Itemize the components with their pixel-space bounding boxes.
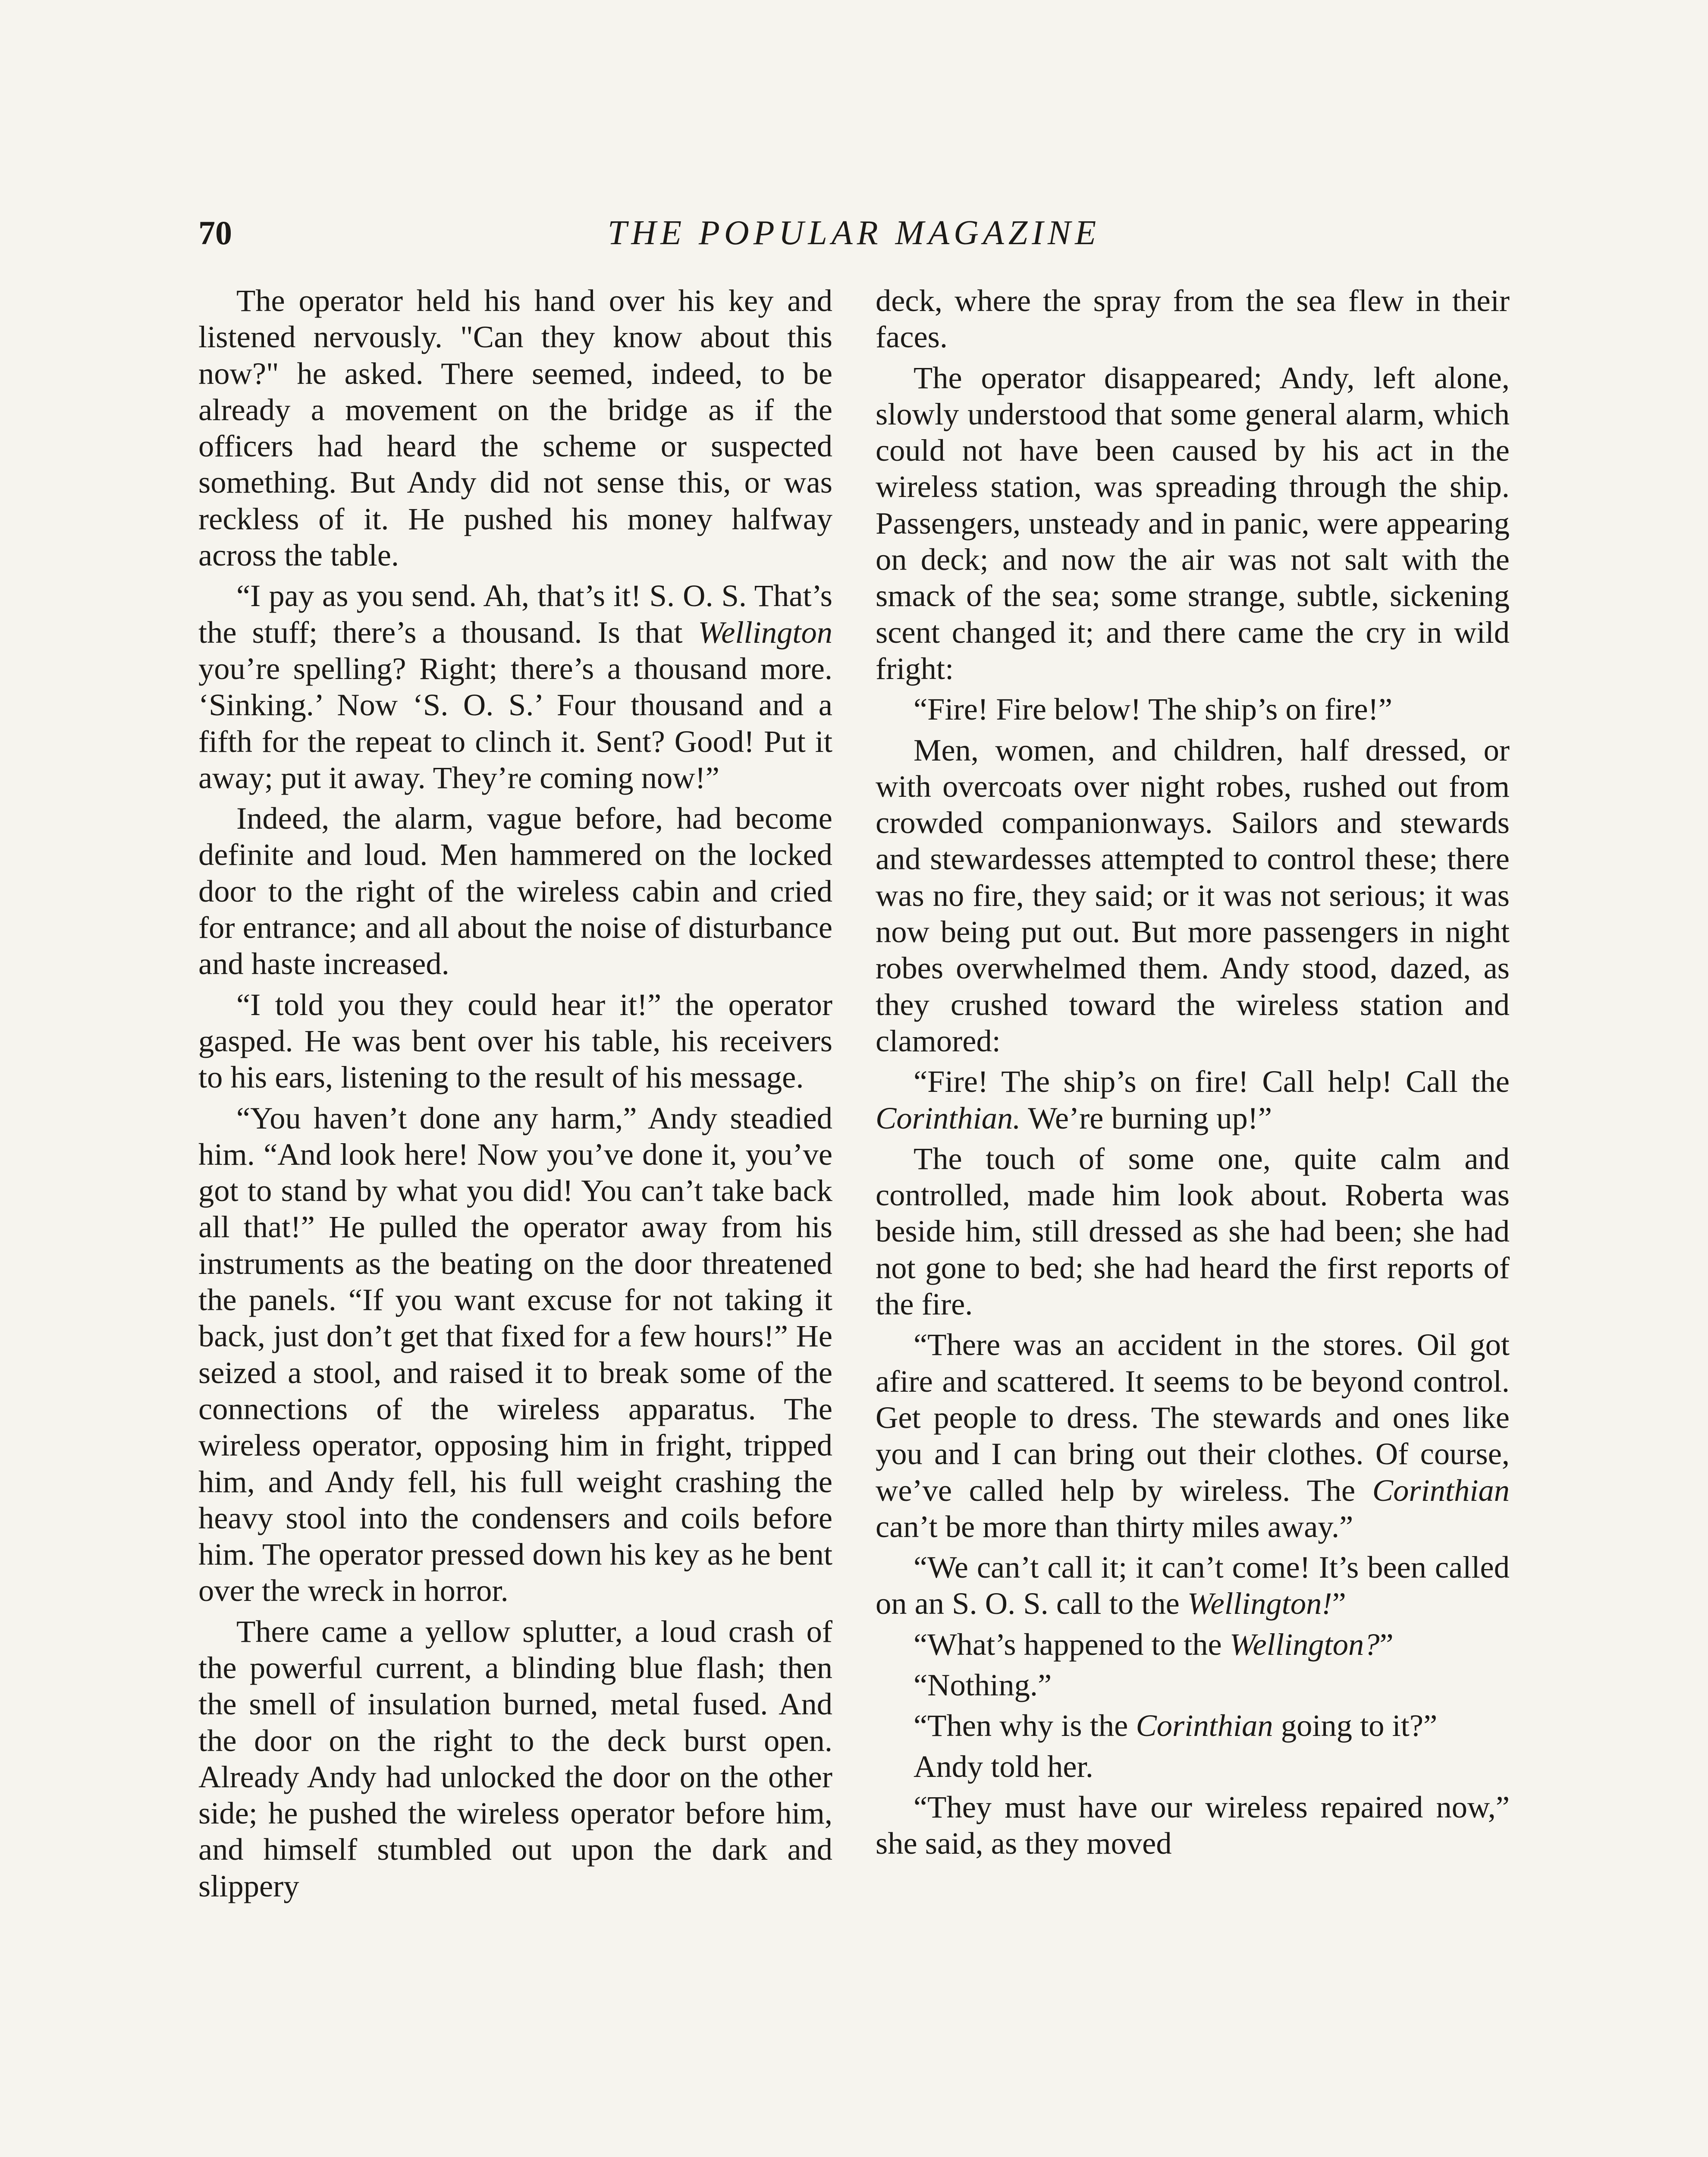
running-title: THE POPULAR MAGAZINE [607, 214, 1101, 252]
paragraph: “What’s happened to the Wellington?” [914, 1626, 1394, 1662]
paragraph: The touch of some one, quite calm and controlled, made him look about. Roberta was beside him, still dressed as she had been; she had not gone to bed; she had heard the first reports of the fire. [876, 1141, 1510, 1322]
left-column [198, 283, 832, 1909]
paragraph: “Fire! Fire below! The ship’s on fire!” [914, 692, 1393, 727]
paragraph: The operator held his hand over his key and listened nervously. "Can they know about this now?" he asked. There seemed, indeed, to be already a movement on the bridge as if the officers had heard the scheme or suspected something. But Andy did not sense this, or was reckless of it. He pushed his money halfway across the table. [198, 283, 832, 573]
paragraph: “I told you they could hear it!” the operator gasped. He was bent over his table, his receivers to his ears, listening to the result of his message. [198, 987, 832, 1095]
right-column [876, 283, 1510, 1866]
page-header [198, 214, 1510, 265]
paragraph: “I pay as you send. Ah, that’s it! S. O. S. That’s the stuff; there’s a thousand. Is that Wellington you’re spelling? Right; there’s a thousand more. ‘Sinking.’ Now ‘S. O. S.’ Four thousand and a fifth for the repeat to clinch it. Sent? Good! Put it away; put it away. They’re coming now!” [198, 578, 832, 795]
paragraph: Indeed, the alarm, vague before, had become definite and loud. Men hammered on the locked door to the right of the wireless cabin and cried for entrance; and all about the noise of disturbance and haste increased. [198, 801, 832, 981]
paragraph: “They must have our wireless repaired now,” she said, as they moved [876, 1789, 1510, 1861]
paragraph: “We can’t call it; it can’t come! It’s been called on an S. O. S. call to the Wellington!” [876, 1550, 1510, 1621]
page-number: 70 [198, 214, 232, 252]
paragraph: Men, women, and children, half dressed, or with overcoats over night robes, rushed out from crowded companionways. Sailors and stewards and stewardesses attempted to control these; there was no fire, they said; or it was not serious; it was now being put out. But more passengers in night robes overwhelmed them. Andy stood, dazed, as they crushed toward the wireless station and clamored: [876, 732, 1510, 1058]
paragraph: “You haven’t done any harm,” Andy steadied him. “And look here! Now you’ve done it, you’ve got to stand by what you did! You can’t take back all that!” He pulled the operator away from his instruments as the beating on the door threatened the panels. “If you want excuse for not taking it back, just don’t get that fixed for a few hours!” He seized a stool, and raised it to break some of the connections of the wireless apparatus. The wireless operator, opposing him in fright, tripped him, and Andy fell, his full weight crashing the heavy stool into the condensers and coils before him. The operator pressed down his key as he bent over the wreck in horror. [198, 1100, 832, 1608]
paragraph: “Then why is the Corinthian going to it?” [914, 1708, 1438, 1743]
paragraph-continuation: deck, where the spray from the sea flew in their faces. [876, 283, 1510, 355]
paragraph: “There was an accident in the stores. Oil got afire and scattered. It seems to be beyond control. Get people to dress. The stewards and ones like you and I can bring out their clothes. Of course, we’ve called help by wireless. The Corinthian can’t be more than thirty miles away.” [876, 1327, 1510, 1544]
paragraph: There came a yellow splutter, a loud crash of the powerful current, a blinding blue flash; then the smell of insulation burned, metal fused. And the door on the right to the deck burst open. Already Andy had unlocked the door on the other side; he pushed the wireless operator before him, and himself stumbled out upon the dark and slippery [198, 1613, 832, 1903]
paragraph: The operator disappeared; Andy, left alone, slowly understood that some general alarm, which could not have been caused by his act in the wireless station, was spreading through the ship. Passengers, unsteady and in panic, were appearing on deck; and now the air was not salt with the smack of the sea; some strange, subtle, sickening scent changed it; and there came the cry in wild fright: [876, 360, 1510, 686]
paragraph: “Nothing.” [914, 1667, 1052, 1702]
paragraph: Andy told her. [914, 1748, 1093, 1784]
paragraph: “Fire! The ship’s on fire! Call help! Call the Corinthian. We’re burning up!” [876, 1064, 1510, 1135]
